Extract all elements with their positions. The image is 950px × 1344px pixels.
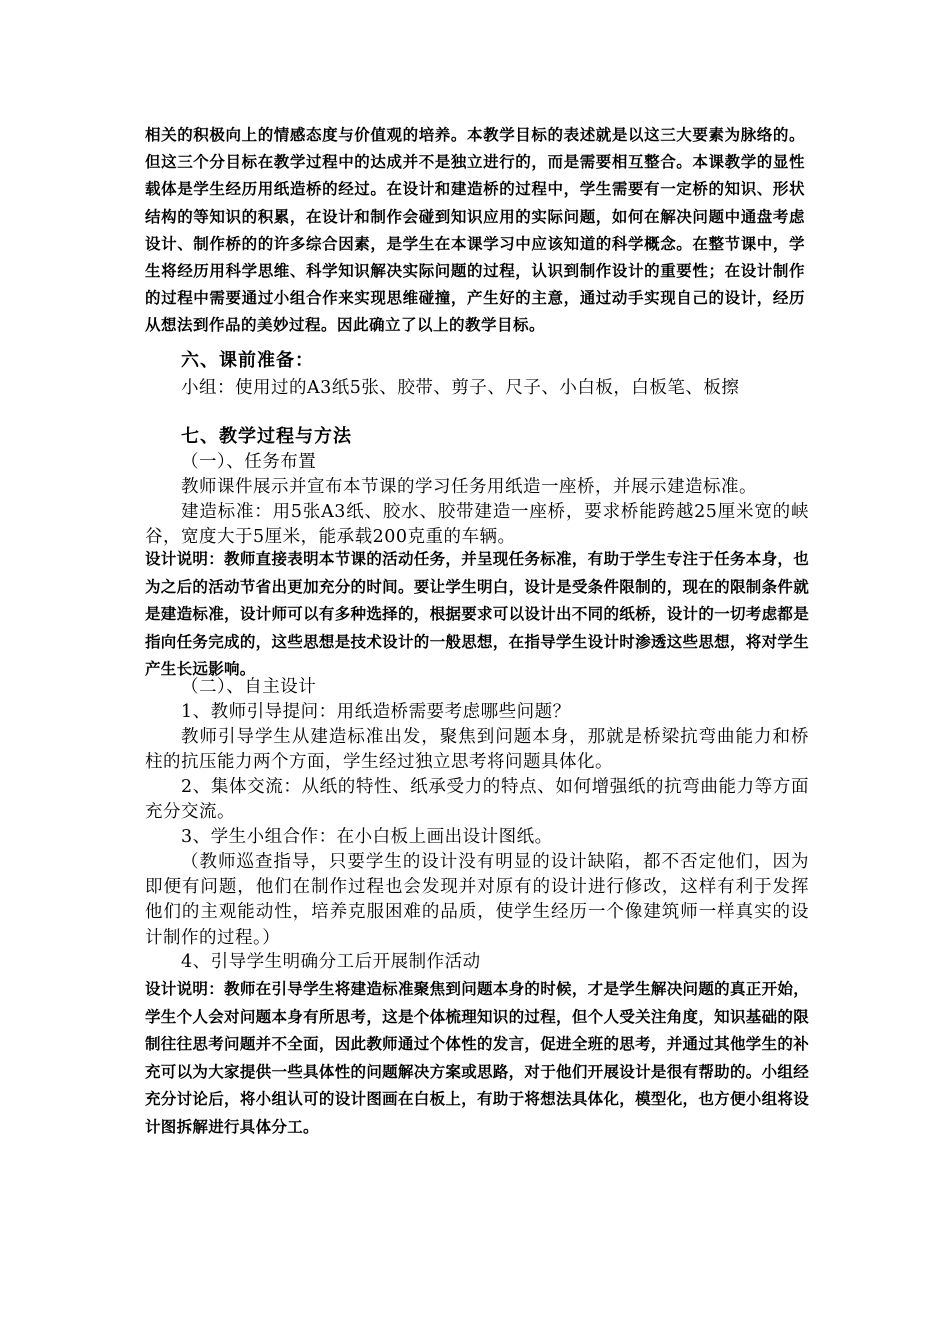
sub2-paragraph-2: 教师引导学生从建造标准出发，聚焦到问题本身，那就是桥梁抗弯曲能力和桥柱的抗压能力两个方面，学生经过独立思考将问题具体化。	[145, 727, 809, 773]
section6-body: 小组：使用过的A3纸5张、胶带、剪子、尺子、小白板，白板笔、板擦	[181, 378, 740, 398]
section6-heading: 六、课前准备：	[181, 350, 314, 371]
section7-heading: 七、教学过程与方法	[181, 426, 352, 447]
sub1-design-note: 设计说明：教师直接表明本节课的活动任务，并呈现任务标准，有助于学生专注于任务本身，也为之后的活动节省出更加充分的时间。要让学生明白，设计是受条件限制的，现在的限制条件就是建造标准，设计师可以有多种选择的，根据要求可以设计出不同的纸桥，设计的一切考虑都是指向任务完成的，这些思想是技术设计的一般思想，在指导学生设计时渗透这些思想，将对学生产生长远影响。	[145, 549, 809, 678]
sub2-paragraph-6: 4、引导学生明确分工后开展制作活动	[181, 952, 481, 972]
sub1-paragraph-2: 建造标准：用5张A3纸、胶水、胶带建造一座桥，要求桥能跨越25厘米宽的峡谷，宽度大于5厘米，能承载200克重的车辆。	[145, 502, 809, 548]
sub2-paragraph-3: 2、集体交流：从纸的特性、纸承受力的特点、如何增强纸的抗弯曲能力等方面充分交流。	[145, 777, 809, 823]
sub2-paragraph-4: 3、学生小组合作：在小白板上画出设计图纸。	[181, 827, 553, 847]
intro-paragraph: 相关的积极向上的情感态度与价值观的培养。本教学目标的表述就是以这三大要素为脉络的。但这三个分目标在教学过程中的达成并不是独立进行的，而是需要相互整合。本课教学的显性载体是学生经历用纸造桥的经过。在设计和建造桥的过程中，学生需要有一定桥的知识、形状结构的等知识的积累，在设计和制作会碰到知识应用的实际问题，如何在解决问题中通盘考虑设计、制作桥的的许多综合因素，是学生在本课学习中应该知道的科学概念。在整节课中，学生将经历用科学思维、科学知识解决实际问题的过程，认识到制作设计的重要性；在设计制作的过程中需要通过小组合作来实现思维碰撞，产生好的主意，通过动手实现自己的设计，经历从想法到作品的美妙过程。因此确立了以上的教学目标。	[145, 125, 805, 335]
sub1-heading: （一）、任务布置	[181, 452, 317, 472]
sub2-design-note: 设计说明：教师在引导学生将建造标准聚焦到问题本身的时候，才是学生解决问题的真正开始，学生个人会对问题本身有所思考，这是个体梳理知识的过程，但个人受关注角度，知识基础的限制往往思考问题并不全面，因此教师通过个体性的发言，促进全班的思考，并通过其他学生的补充可以为大家提供一些具体性的问题解决方案或思路，对于他们开展设计是很有帮助的。小组经充分讨论后，将小组认可的设计图画在白板上，有助于将想法具体化，模型化，也方便小组将设计图拆解进行具体分工。	[145, 979, 809, 1136]
sub2-paragraph-5: （教师巡查指导，只要学生的设计没有明显的设计缺陷，都不否定他们，因为即便有问题，他们在制作过程也会发现并对原有的设计进行修改，这样有利于发挥他们的主观能动性，培养克服困难的品质，使学生经历一个像建筑师一样真实的设计制作的过程。）	[145, 852, 809, 948]
sub1-paragraph-1: 教师课件展示并宣布本节课的学习任务用纸造一座桥，并展示建造标准。	[181, 477, 757, 497]
sub2-heading: （二）、自主设计	[181, 677, 317, 697]
sub2-paragraph-1: 1、教师引导提问：用纸造桥需要考虑哪些问题？	[181, 702, 571, 722]
